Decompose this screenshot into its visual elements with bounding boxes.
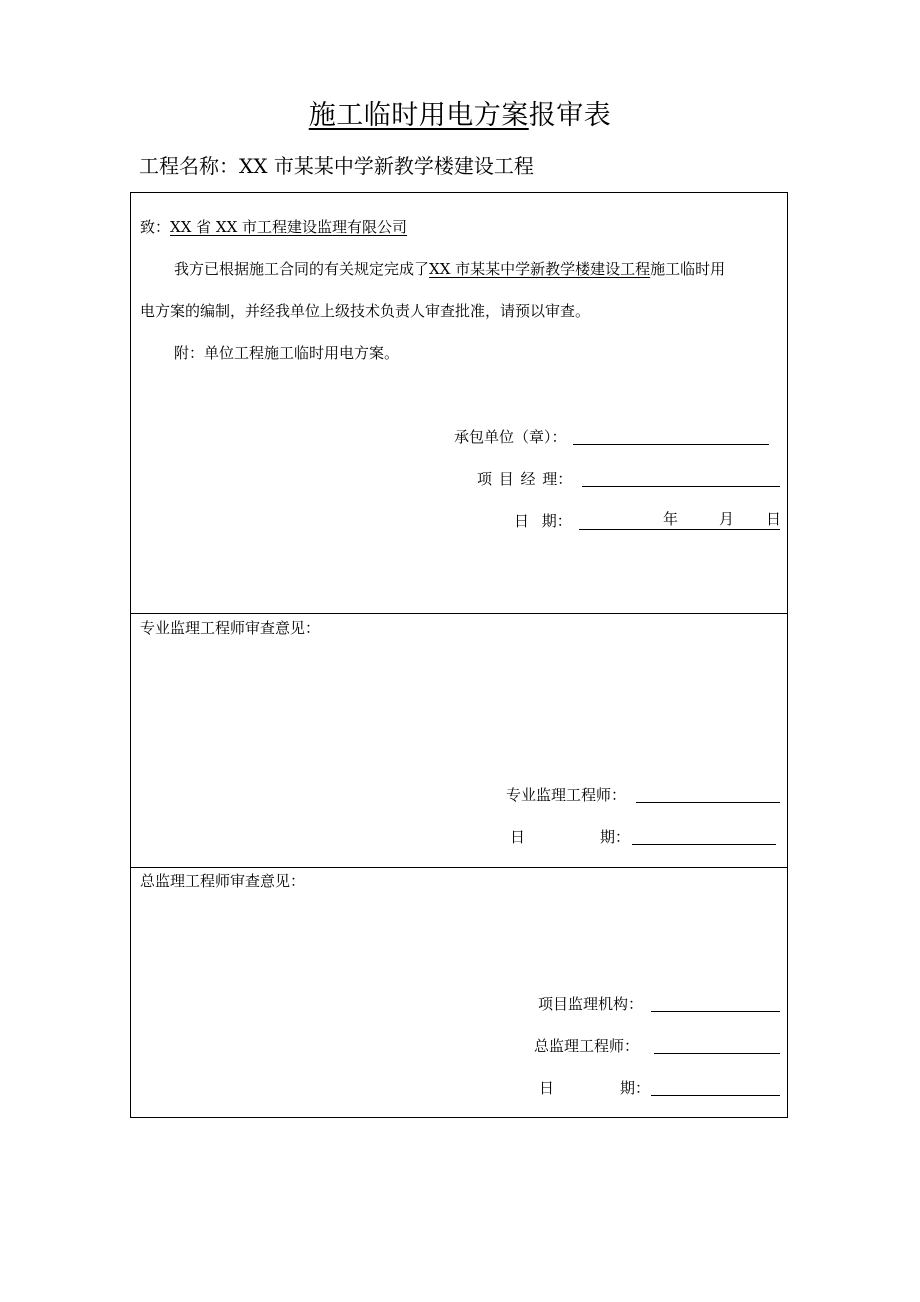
chief-date-label-b: 期： — [620, 1079, 651, 1097]
contractor-seal-label: 承包单位（章）： — [454, 428, 567, 446]
approval-form-table — [130, 192, 788, 1118]
specialist-engineer-label: 专业监理工程师： — [506, 786, 627, 804]
project-manager-field[interactable] — [582, 486, 780, 487]
contractor-date-field[interactable] — [579, 509, 780, 530]
chief-date-label-a: 日 — [539, 1079, 555, 1097]
specialist-engineer-field[interactable] — [636, 802, 780, 803]
addressee-label: 致： — [140, 218, 171, 236]
attachment-note: 附：单位工程施工临时用电方案。 — [174, 344, 400, 362]
addressee-line — [140, 217, 407, 237]
chief-engineer-field[interactable] — [654, 1053, 780, 1054]
chief-engineer-label: 总监理工程师： — [534, 1037, 640, 1055]
supervision-org-field[interactable] — [651, 1011, 780, 1012]
project-name-line — [139, 152, 534, 180]
addressee-name: XX 省 XX 市工程建设监理有限公司 — [170, 218, 408, 236]
project-name-value: XX 市某某中学新教学楼建设工程 — [239, 154, 534, 178]
specialist-review-section — [131, 614, 787, 868]
supervision-org-label: 项目监理机构： — [538, 995, 644, 1013]
paragraph-suffix: 施工临时用 — [650, 260, 726, 278]
project-manager-label: 项 目 经 理： — [477, 470, 573, 488]
specialist-date-label-a: 日 — [510, 828, 526, 846]
chief-review-section — [131, 868, 787, 1117]
project-name-label: 工程名称： — [139, 154, 239, 178]
contractor-seal-field[interactable] — [573, 444, 769, 445]
chief-date-field[interactable] — [651, 1095, 780, 1096]
submission-paragraph-line1 — [174, 259, 725, 279]
chief-review-heading: 总监理工程师审查意见： — [140, 872, 306, 890]
contractor-date-label: 日 期： — [514, 512, 572, 530]
form-title — [0, 98, 920, 134]
paragraph-prefix: 我方已根据施工合同的有关规定完成了 — [174, 260, 430, 278]
date-month-label: 月 — [719, 510, 735, 528]
form-title-underlined: 施工临时用电方案 — [308, 100, 529, 131]
specialist-review-heading: 专业监理工程师审查意见： — [140, 619, 321, 637]
paragraph-project-name: XX 市某某中学新教学楼建设工程 — [429, 260, 651, 278]
date-year-label: 年 — [663, 510, 679, 528]
specialist-date-label-b: 期： — [600, 828, 631, 846]
submission-paragraph-line2: 电方案的编制，并经我单位上级技术负责人审查批准，请预以审查。 — [140, 302, 591, 320]
contractor-section — [131, 193, 787, 614]
form-title-rest: 报审表 — [528, 100, 612, 131]
date-day-label: 日 — [766, 510, 782, 528]
specialist-date-field[interactable] — [632, 844, 776, 845]
